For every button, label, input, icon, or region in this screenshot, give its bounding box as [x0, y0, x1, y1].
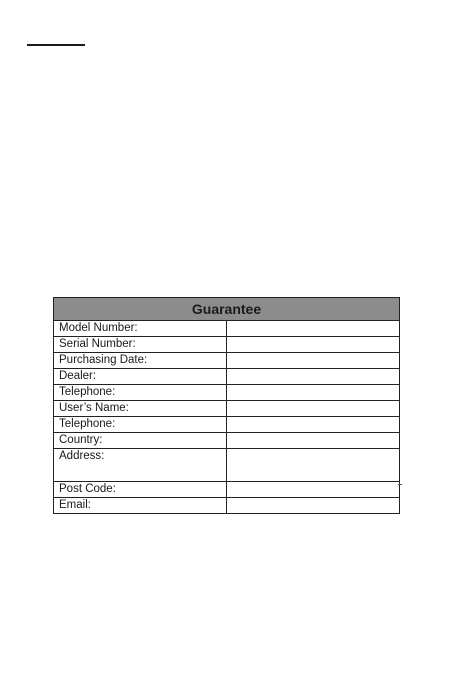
field-value-email[interactable] — [227, 498, 400, 514]
field-label-country: Country: — [54, 433, 227, 449]
field-row-dealer-telephone — [54, 385, 400, 401]
field-value-dealer[interactable] — [227, 369, 400, 385]
field-value-user-telephone[interactable] — [227, 417, 400, 433]
field-value-model-number[interactable] — [227, 321, 400, 337]
field-value-country[interactable] — [227, 433, 400, 449]
field-value-users-name[interactable] — [227, 401, 400, 417]
field-row-users-name — [54, 401, 400, 417]
field-row-country — [54, 433, 400, 449]
field-label-user-telephone: Telephone: — [54, 417, 227, 433]
field-label-dealer-telephone: Telephone: — [54, 385, 227, 401]
guarantee-form — [53, 297, 400, 514]
field-row-purchasing-date — [54, 353, 400, 369]
table-edge-mark — [398, 484, 402, 485]
field-label-address: Address: — [54, 449, 227, 482]
field-label-post-code: Post Code: — [54, 482, 227, 498]
field-row-post-code — [54, 482, 400, 498]
field-value-dealer-telephone[interactable] — [227, 385, 400, 401]
field-value-purchasing-date[interactable] — [227, 353, 400, 369]
field-value-serial-number[interactable] — [227, 337, 400, 353]
field-row-model-number — [54, 321, 400, 337]
field-row-dealer — [54, 369, 400, 385]
field-row-address — [54, 449, 400, 482]
guarantee-header-row — [54, 298, 400, 321]
field-label-model-number: Model Number: — [54, 321, 227, 337]
field-value-post-code[interactable] — [227, 482, 400, 498]
field-label-serial-number: Serial Number: — [54, 337, 227, 353]
field-value-address[interactable] — [227, 449, 400, 482]
field-label-email: Email: — [54, 498, 227, 514]
field-label-users-name: User’s Name: — [54, 401, 227, 417]
field-row-email — [54, 498, 400, 514]
field-row-serial-number — [54, 337, 400, 353]
top-rule — [27, 44, 85, 46]
field-row-user-telephone — [54, 417, 400, 433]
field-label-purchasing-date: Purchasing Date: — [54, 353, 227, 369]
field-label-dealer: Dealer: — [54, 369, 227, 385]
guarantee-title: Guarantee — [54, 298, 400, 321]
